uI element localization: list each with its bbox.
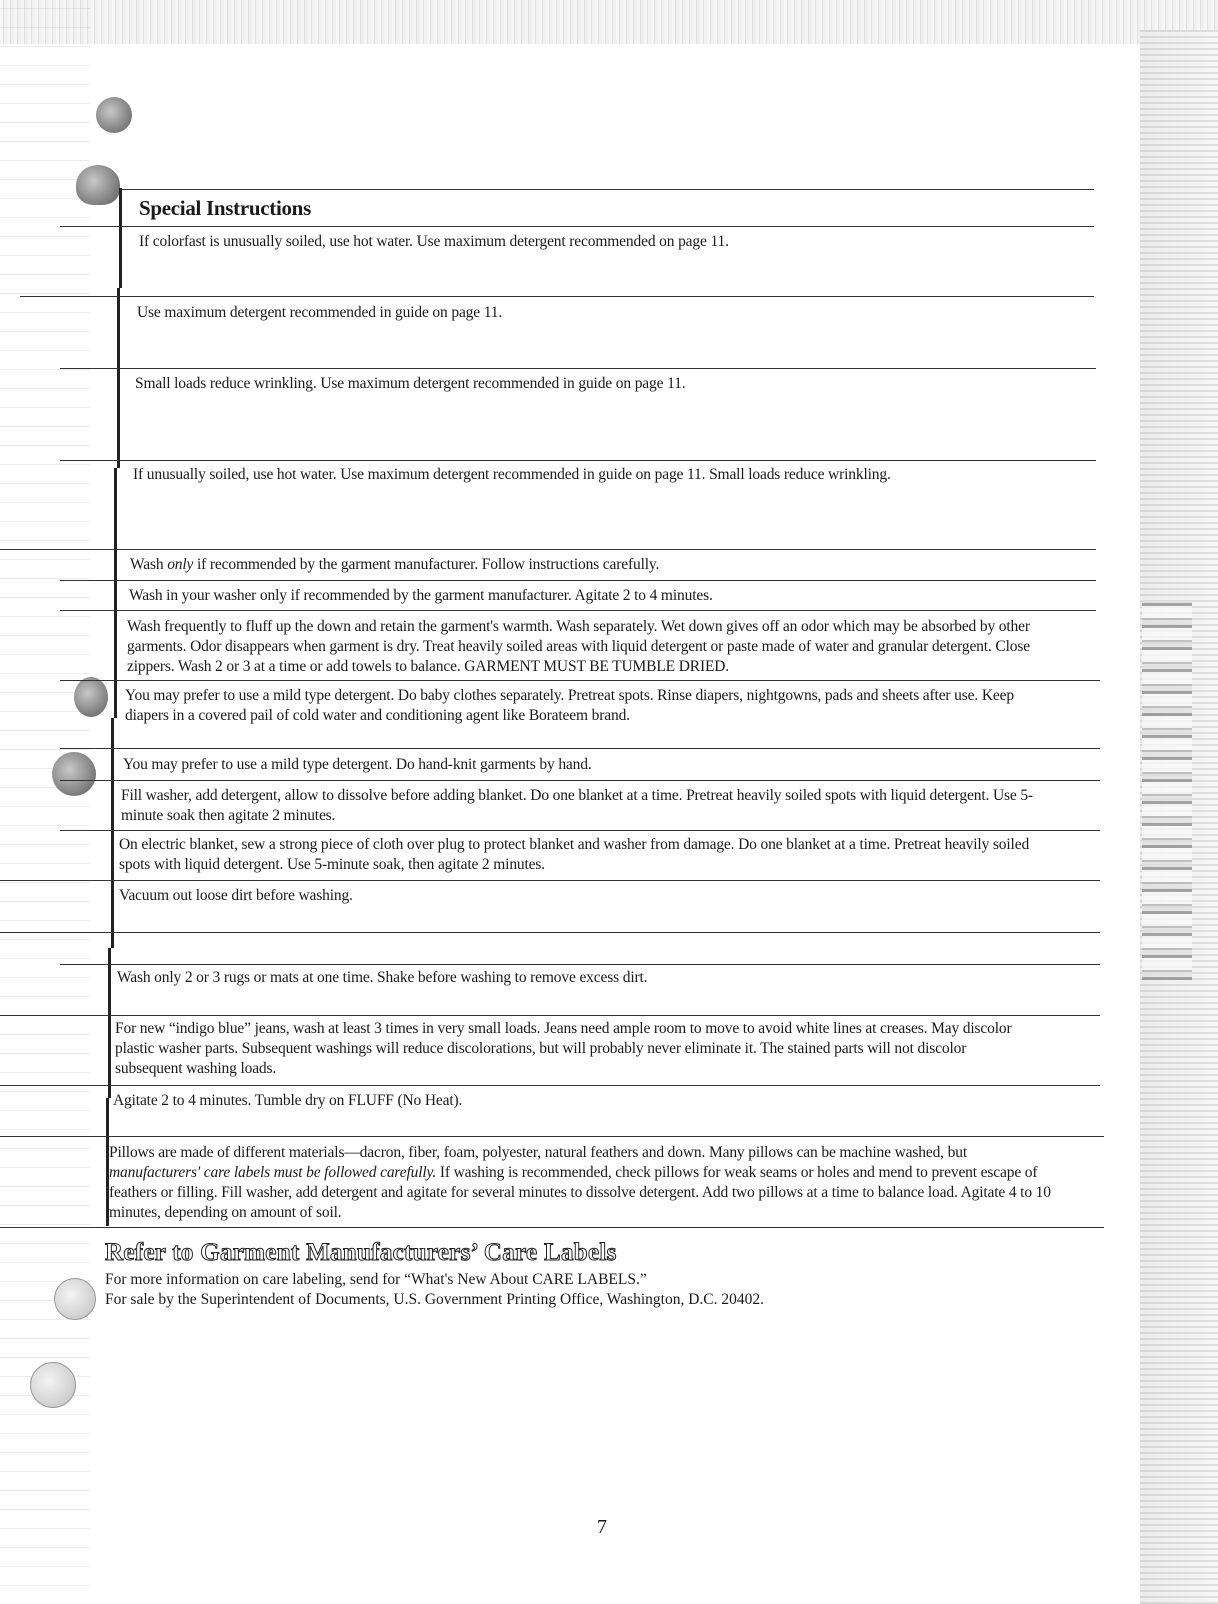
section-title: Special Instructions [139, 196, 311, 220]
page-number: 7 [597, 1516, 607, 1538]
instruction-row: On electric blanket, sew a strong piece of cloth over plug to protect blanket and washer from damage. Do one blanket at a time. Pretreat heavily soiled spots with liquid detergent. Use 5-minute soak, then agitate 2 minutes. [119, 836, 1030, 873]
row-rule [0, 880, 1100, 881]
instruction-row-post: If washing is recommended, check pillows for weak seams or holes and mend to prevent escape of feathers or filling. Fill washer, add detergent and agitate for several minutes to dissolve detergent. Add two pillows at a time to balance load. Agitate 4 to 10 minutes, depending on amount of soil. [109, 1164, 1051, 1221]
instruction-row-post: if recommended by the garment manufacturer. Follow instructions carefully. [193, 556, 660, 573]
punch-hole-1 [96, 97, 132, 133]
instruction-row-pre: Pillows are made of different materials—dacron, fiber, foam, polyester, natural feathers and down. Many pillows can be machine washed, but [109, 1144, 967, 1161]
instruction-row: You may prefer to use a mild type detergent. Do hand-knit garments by hand. [123, 756, 592, 773]
row-rule [60, 580, 1096, 581]
care-labels-heading: Refer to Garment Manufacturers’ Care Labels [105, 1239, 617, 1266]
row-rule [0, 1136, 1104, 1137]
instruction-row: If unusually soiled, use hot water. Use maximum detergent recommended in guide on page 11. Small loads reduce wrinkling. [133, 466, 891, 483]
punch-hole-4 [52, 752, 96, 796]
punch-hole-3 [74, 677, 108, 717]
row-rule [20, 296, 1094, 297]
row-rule [60, 610, 1096, 611]
instruction-row-emphasis: only [167, 556, 194, 573]
scan-right-shadow [1142, 600, 1192, 980]
row-rule [0, 932, 1100, 933]
table-top-rule [120, 189, 1094, 190]
instruction-row [109, 1143, 1054, 1223]
row-rule [60, 460, 1096, 461]
instruction-row: Wash in your washer only if recommended by the garment manufacturer. Agitate 2 to 4 minutes. [129, 587, 713, 604]
row-rule [60, 368, 1096, 369]
table-left-rule [108, 948, 111, 1098]
instruction-row: Wash only 2 or 3 rugs or mats at one time. Shake before washing to remove excess dirt. [117, 969, 648, 986]
row-rule [0, 1015, 1100, 1016]
row-rule [60, 830, 1100, 831]
instruction-row: Use maximum detergent recommended in guide on page 11. [137, 304, 503, 321]
instruction-row: Fill washer, add detergent, allow to dissolve before adding blanket. Do one blanket at a time. Pretreat heavily soiled spots with liquid detergent. Use 5-minute soak then agitate 2 minutes. [121, 787, 1033, 824]
table-left-rule [117, 288, 120, 468]
care-labels-info: For more information on care labeling, send for “What's New About CARE LABELS.” [105, 1271, 647, 1288]
instruction-row: Small loads reduce wrinkling. Use maximum detergent recommended in guide on page 11. [135, 375, 686, 392]
punch-hole-5 [54, 1278, 96, 1320]
instruction-row [130, 555, 1080, 575]
table-left-rule [111, 718, 114, 948]
punch-hole-6 [30, 1362, 76, 1408]
row-rule [0, 549, 1096, 550]
title-rule [60, 226, 1094, 227]
row-rule [0, 1085, 1100, 1086]
instruction-row: Agitate 2 to 4 minutes. Tumble dry on FLUFF (No Heat). [113, 1092, 463, 1109]
instruction-row-pre: Wash [130, 556, 168, 573]
instruction-row: If colorfast is unusually soiled, use hot water. Use maximum detergent recommended on page 11. [139, 233, 729, 250]
instruction-row: You may prefer to use a mild type detergent. Do baby clothes separately. Pretreat spots. Rinse diapers, nightgowns, pads and sheets after use. Keep diapers in a covered pail of cold water and conditioning agent like Borateem brand. [125, 687, 1014, 724]
scan-top-edge [0, 0, 1218, 44]
instruction-row: Wash frequently to fluff up the down and retain the garment's warmth. Wash separately. Wet down gives off an odor which may be absorbed by other garments. Odor disappears when garment is dry. Treat heavily soiled areas with liquid detergent or paste made of water and granular detergent. Close zippers. Wash 2 or 3 at a time or add towels to balance. GARMENT MUST BE TUMBLE DRIED. [127, 618, 1030, 675]
care-labels-source: For sale by the Superintendent of Documents, U.S. Government Printing Office, Washington, D.C. 20402. [105, 1291, 764, 1308]
row-rule [60, 964, 1100, 965]
instruction-row: For new “indigo blue” jeans, wash at least 3 times in very small loads. Jeans need ample room to move to avoid white lines at creases. May discolor plastic washer parts. Subsequent washings will reduce discolorations, but will probably never eliminate it. The stained parts will not discolor subsequent washing loads. [115, 1020, 1012, 1077]
instruction-row-emphasis: manufacturers' care labels must be followed carefully. [109, 1164, 437, 1181]
table-left-rule [119, 188, 122, 288]
instruction-row: Vacuum out loose dirt before washing. [119, 887, 353, 904]
row-rule [60, 680, 1100, 681]
row-rule [60, 780, 1100, 781]
row-rule [60, 748, 1100, 749]
table-bottom-rule [0, 1227, 1104, 1228]
punch-hole-2 [76, 165, 120, 205]
